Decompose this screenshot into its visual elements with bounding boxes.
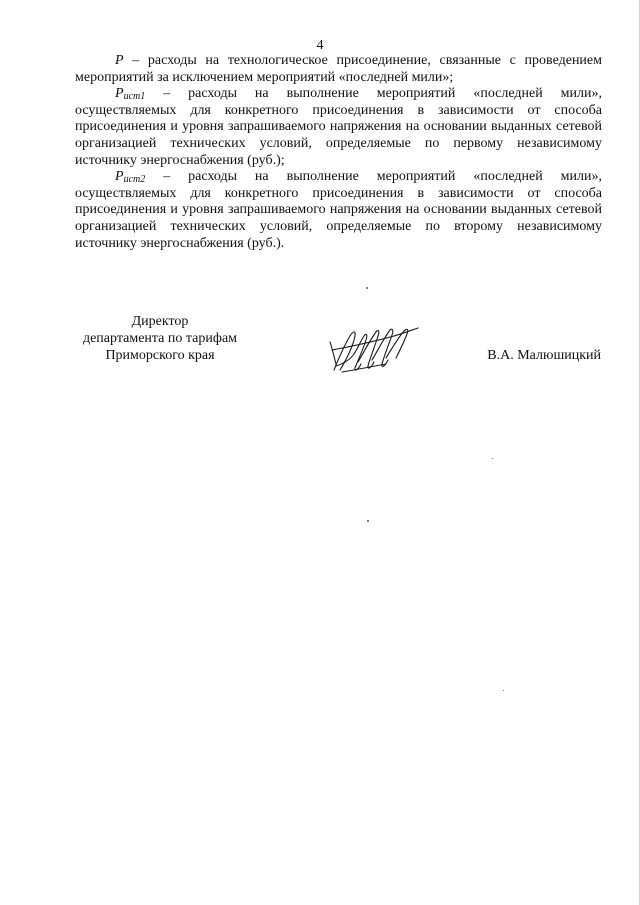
- variable-letter: P: [115, 169, 124, 185]
- position-line: Приморского края: [105, 348, 215, 363]
- variable-subscript: ист1: [123, 91, 146, 103]
- definition-text: – расходы на технологическое присоединение, связанные с проведением мероприятий за исключением мероприятий «последней мили»;: [75, 53, 602, 85]
- signatory-position: [70, 313, 250, 364]
- variable-letter: P: [115, 53, 124, 68]
- scan-speck: [367, 520, 369, 522]
- variable-letter: P: [115, 86, 124, 102]
- definition-paragraph-pist2: [75, 169, 602, 252]
- variable-symbol: [115, 86, 145, 101]
- variable-symbol: [115, 53, 124, 68]
- position-line: департамента по тарифам: [82, 331, 238, 346]
- document-body: [75, 53, 602, 252]
- position-line: Директор: [131, 314, 189, 329]
- definition-text: – расходы на выполнение мероприятий «последней мили», осуществляемых для конкретного присоединения в зависимости от способа присоединения и уровня запрашиваемого напряжения на основании выданных сетевой организацией технических условий, определяемые по второму независимому источнику энергоснабжения (руб.).: [75, 169, 602, 251]
- definition-paragraph-pist1: [75, 86, 602, 169]
- scan-speck: [492, 458, 493, 459]
- signatory-name: В.А. Малюшицкий: [487, 348, 601, 363]
- scan-speck: [366, 287, 368, 289]
- scan-speck: [503, 690, 504, 691]
- handwritten-signature: [328, 320, 420, 378]
- definition-paragraph-p: [75, 53, 602, 86]
- definition-text: – расходы на выполнение мероприятий «последней мили», осуществляемых для конкретного присоединения в зависимости от способа присоединения и уровня запрашиваемого напряжения на основании выданных сетевой организацией технических условий, определяемые по первому независимому источнику энергоснабжения (руб.);: [75, 86, 602, 168]
- variable-symbol: [115, 169, 145, 184]
- variable-subscript: ист2: [123, 174, 146, 186]
- page-number: 4: [316, 38, 324, 53]
